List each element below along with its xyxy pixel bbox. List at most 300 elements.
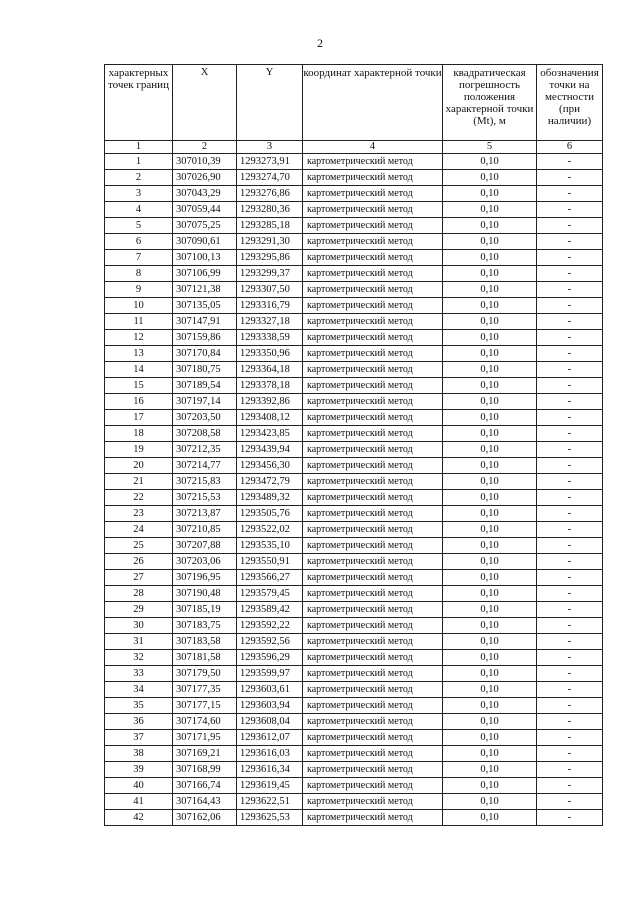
y-coordinate-cell: 1293589,42 bbox=[237, 602, 303, 618]
designation-cell: - bbox=[537, 250, 603, 266]
x-coordinate-cell: 307135,05 bbox=[173, 298, 237, 314]
x-coordinate-cell: 307166,74 bbox=[173, 778, 237, 794]
point-number-cell: 40 bbox=[105, 778, 173, 794]
point-number-cell: 39 bbox=[105, 762, 173, 778]
point-number-cell: 27 bbox=[105, 570, 173, 586]
accuracy-cell: 0,10 bbox=[443, 682, 537, 698]
column-number: 1 bbox=[105, 141, 173, 154]
designation-cell: - bbox=[537, 330, 603, 346]
method-cell: картометрический метод bbox=[303, 202, 443, 218]
x-coordinate-cell: 307164,43 bbox=[173, 794, 237, 810]
accuracy-cell: 0,10 bbox=[443, 234, 537, 250]
y-coordinate-cell: 1293350,96 bbox=[237, 346, 303, 362]
y-coordinate-cell: 1293295,86 bbox=[237, 250, 303, 266]
table-row bbox=[105, 298, 603, 314]
x-coordinate-cell: 307190,48 bbox=[173, 586, 237, 602]
table-row bbox=[105, 442, 603, 458]
y-coordinate-cell: 1293596,29 bbox=[237, 650, 303, 666]
header-x: X bbox=[173, 65, 237, 141]
designation-cell: - bbox=[537, 506, 603, 522]
table-row bbox=[105, 202, 603, 218]
x-coordinate-cell: 307170,84 bbox=[173, 346, 237, 362]
designation-cell: - bbox=[537, 426, 603, 442]
designation-cell: - bbox=[537, 634, 603, 650]
column-number: 3 bbox=[237, 141, 303, 154]
x-coordinate-cell: 307197,14 bbox=[173, 394, 237, 410]
designation-cell: - bbox=[537, 602, 603, 618]
method-cell: картометрический метод bbox=[303, 794, 443, 810]
method-cell: картометрический метод bbox=[303, 522, 443, 538]
x-coordinate-cell: 307106,99 bbox=[173, 266, 237, 282]
table-row bbox=[105, 378, 603, 394]
x-coordinate-cell: 307208,58 bbox=[173, 426, 237, 442]
accuracy-cell: 0,10 bbox=[443, 650, 537, 666]
method-cell: картометрический метод bbox=[303, 314, 443, 330]
point-number-cell: 19 bbox=[105, 442, 173, 458]
accuracy-cell: 0,10 bbox=[443, 282, 537, 298]
x-coordinate-cell: 307215,83 bbox=[173, 474, 237, 490]
method-cell: картометрический метод bbox=[303, 490, 443, 506]
designation-cell: - bbox=[537, 346, 603, 362]
y-coordinate-cell: 1293378,18 bbox=[237, 378, 303, 394]
y-coordinate-cell: 1293291,30 bbox=[237, 234, 303, 250]
y-coordinate-cell: 1293392,86 bbox=[237, 394, 303, 410]
x-coordinate-cell: 307214,77 bbox=[173, 458, 237, 474]
y-coordinate-cell: 1293592,22 bbox=[237, 618, 303, 634]
accuracy-cell: 0,10 bbox=[443, 746, 537, 762]
column-number: 2 bbox=[173, 141, 237, 154]
designation-cell: - bbox=[537, 778, 603, 794]
y-coordinate-cell: 1293276,86 bbox=[237, 186, 303, 202]
designation-cell: - bbox=[537, 586, 603, 602]
y-coordinate-cell: 1293273,91 bbox=[237, 154, 303, 170]
x-coordinate-cell: 307189,54 bbox=[173, 378, 237, 394]
designation-cell: - bbox=[537, 794, 603, 810]
point-number-cell: 23 bbox=[105, 506, 173, 522]
x-coordinate-cell: 307100,13 bbox=[173, 250, 237, 266]
x-coordinate-cell: 307177,35 bbox=[173, 682, 237, 698]
x-coordinate-cell: 307059,44 bbox=[173, 202, 237, 218]
table-row bbox=[105, 698, 603, 714]
designation-cell: - bbox=[537, 442, 603, 458]
point-number-cell: 12 bbox=[105, 330, 173, 346]
accuracy-cell: 0,10 bbox=[443, 202, 537, 218]
table-row bbox=[105, 794, 603, 810]
y-coordinate-cell: 1293299,37 bbox=[237, 266, 303, 282]
table-row bbox=[105, 538, 603, 554]
point-number-cell: 6 bbox=[105, 234, 173, 250]
y-coordinate-cell: 1293489,32 bbox=[237, 490, 303, 506]
table-row bbox=[105, 810, 603, 826]
point-number-cell: 20 bbox=[105, 458, 173, 474]
header-point-number: характерных точек границ bbox=[105, 65, 173, 141]
header-accuracy: квадратическая погрешность положения характерной точки (Mt), м bbox=[443, 65, 537, 141]
table-row bbox=[105, 410, 603, 426]
method-cell: картометрический метод bbox=[303, 698, 443, 714]
table-row bbox=[105, 778, 603, 794]
accuracy-cell: 0,10 bbox=[443, 410, 537, 426]
accuracy-cell: 0,10 bbox=[443, 794, 537, 810]
accuracy-cell: 0,10 bbox=[443, 394, 537, 410]
method-cell: картометрический метод bbox=[303, 154, 443, 170]
method-cell: картометрический метод bbox=[303, 714, 443, 730]
accuracy-cell: 0,10 bbox=[443, 458, 537, 474]
y-coordinate-cell: 1293472,79 bbox=[237, 474, 303, 490]
accuracy-cell: 0,10 bbox=[443, 778, 537, 794]
designation-cell: - bbox=[537, 378, 603, 394]
method-cell: картометрический метод bbox=[303, 282, 443, 298]
designation-cell: - bbox=[537, 202, 603, 218]
method-cell: картометрический метод bbox=[303, 442, 443, 458]
accuracy-cell: 0,10 bbox=[443, 170, 537, 186]
table-header-row bbox=[105, 65, 603, 141]
method-cell: картометрический метод bbox=[303, 570, 443, 586]
y-coordinate-cell: 1293274,70 bbox=[237, 170, 303, 186]
designation-cell: - bbox=[537, 298, 603, 314]
accuracy-cell: 0,10 bbox=[443, 522, 537, 538]
y-coordinate-cell: 1293622,51 bbox=[237, 794, 303, 810]
point-number-cell: 41 bbox=[105, 794, 173, 810]
point-number-cell: 36 bbox=[105, 714, 173, 730]
designation-cell: - bbox=[537, 650, 603, 666]
designation-cell: - bbox=[537, 474, 603, 490]
accuracy-cell: 0,10 bbox=[443, 730, 537, 746]
x-coordinate-cell: 307147,91 bbox=[173, 314, 237, 330]
x-coordinate-cell: 307185,19 bbox=[173, 602, 237, 618]
accuracy-cell: 0,10 bbox=[443, 666, 537, 682]
x-coordinate-cell: 307121,38 bbox=[173, 282, 237, 298]
point-number-cell: 33 bbox=[105, 666, 173, 682]
method-cell: картометрический метод bbox=[303, 602, 443, 618]
method-cell: картометрический метод bbox=[303, 634, 443, 650]
y-coordinate-cell: 1293280,36 bbox=[237, 202, 303, 218]
x-coordinate-cell: 307207,88 bbox=[173, 538, 237, 554]
accuracy-cell: 0,10 bbox=[443, 442, 537, 458]
designation-cell: - bbox=[537, 730, 603, 746]
designation-cell: - bbox=[537, 218, 603, 234]
point-number-cell: 38 bbox=[105, 746, 173, 762]
designation-cell: - bbox=[537, 394, 603, 410]
table-row bbox=[105, 474, 603, 490]
table-row bbox=[105, 554, 603, 570]
table-row bbox=[105, 362, 603, 378]
accuracy-cell: 0,10 bbox=[443, 186, 537, 202]
point-number-cell: 25 bbox=[105, 538, 173, 554]
table-row bbox=[105, 714, 603, 730]
y-coordinate-cell: 1293592,56 bbox=[237, 634, 303, 650]
point-number-cell: 22 bbox=[105, 490, 173, 506]
method-cell: картометрический метод bbox=[303, 426, 443, 442]
method-cell: картометрический метод bbox=[303, 666, 443, 682]
method-cell: картометрический метод bbox=[303, 410, 443, 426]
table-row bbox=[105, 586, 603, 602]
accuracy-cell: 0,10 bbox=[443, 570, 537, 586]
method-cell: картометрический метод bbox=[303, 170, 443, 186]
point-number-cell: 29 bbox=[105, 602, 173, 618]
method-cell: картометрический метод bbox=[303, 346, 443, 362]
table-row bbox=[105, 394, 603, 410]
method-cell: картометрический метод bbox=[303, 586, 443, 602]
column-number: 4 bbox=[303, 141, 443, 154]
designation-cell: - bbox=[537, 362, 603, 378]
table-row bbox=[105, 250, 603, 266]
page-number: 2 bbox=[317, 36, 323, 50]
point-number-cell: 32 bbox=[105, 650, 173, 666]
y-coordinate-cell: 1293423,85 bbox=[237, 426, 303, 442]
point-number-cell: 13 bbox=[105, 346, 173, 362]
method-cell: картометрический метод bbox=[303, 778, 443, 794]
table-row bbox=[105, 458, 603, 474]
x-coordinate-cell: 307203,06 bbox=[173, 554, 237, 570]
method-cell: картометрический метод bbox=[303, 682, 443, 698]
point-number-cell: 35 bbox=[105, 698, 173, 714]
designation-cell: - bbox=[537, 682, 603, 698]
method-cell: картометрический метод bbox=[303, 458, 443, 474]
point-number-cell: 34 bbox=[105, 682, 173, 698]
method-cell: картометрический метод bbox=[303, 298, 443, 314]
designation-cell: - bbox=[537, 410, 603, 426]
accuracy-cell: 0,10 bbox=[443, 618, 537, 634]
table-row bbox=[105, 506, 603, 522]
x-coordinate-cell: 307171,95 bbox=[173, 730, 237, 746]
accuracy-cell: 0,10 bbox=[443, 634, 537, 650]
y-coordinate-cell: 1293608,04 bbox=[237, 714, 303, 730]
accuracy-cell: 0,10 bbox=[443, 762, 537, 778]
x-coordinate-cell: 307090,61 bbox=[173, 234, 237, 250]
table-row bbox=[105, 730, 603, 746]
method-cell: картометрический метод bbox=[303, 186, 443, 202]
accuracy-cell: 0,10 bbox=[443, 538, 537, 554]
x-coordinate-cell: 307212,35 bbox=[173, 442, 237, 458]
point-number-cell: 10 bbox=[105, 298, 173, 314]
accuracy-cell: 0,10 bbox=[443, 314, 537, 330]
designation-cell: - bbox=[537, 186, 603, 202]
table-row bbox=[105, 634, 603, 650]
header-y: Y bbox=[237, 65, 303, 141]
point-number-cell: 42 bbox=[105, 810, 173, 826]
accuracy-cell: 0,10 bbox=[443, 602, 537, 618]
y-coordinate-cell: 1293338,59 bbox=[237, 330, 303, 346]
accuracy-cell: 0,10 bbox=[443, 154, 537, 170]
designation-cell: - bbox=[537, 762, 603, 778]
coordinates-table-body bbox=[105, 65, 603, 826]
table-row bbox=[105, 314, 603, 330]
designation-cell: - bbox=[537, 538, 603, 554]
point-number-cell: 8 bbox=[105, 266, 173, 282]
designation-cell: - bbox=[537, 666, 603, 682]
x-coordinate-cell: 307179,50 bbox=[173, 666, 237, 682]
table-row bbox=[105, 154, 603, 170]
method-cell: картометрический метод bbox=[303, 618, 443, 634]
header-method: координат характерной точки bbox=[303, 65, 443, 141]
point-number-cell: 37 bbox=[105, 730, 173, 746]
table-row bbox=[105, 330, 603, 346]
accuracy-cell: 0,10 bbox=[443, 506, 537, 522]
accuracy-cell: 0,10 bbox=[443, 346, 537, 362]
y-coordinate-cell: 1293316,79 bbox=[237, 298, 303, 314]
x-coordinate-cell: 307183,58 bbox=[173, 634, 237, 650]
point-number-cell: 9 bbox=[105, 282, 173, 298]
accuracy-cell: 0,10 bbox=[443, 250, 537, 266]
y-coordinate-cell: 1293579,45 bbox=[237, 586, 303, 602]
designation-cell: - bbox=[537, 810, 603, 826]
method-cell: картометрический метод bbox=[303, 746, 443, 762]
table-row bbox=[105, 282, 603, 298]
table-row bbox=[105, 618, 603, 634]
x-coordinate-cell: 307210,85 bbox=[173, 522, 237, 538]
method-cell: картометрический метод bbox=[303, 394, 443, 410]
y-coordinate-cell: 1293408,12 bbox=[237, 410, 303, 426]
y-coordinate-cell: 1293550,91 bbox=[237, 554, 303, 570]
x-coordinate-cell: 307181,58 bbox=[173, 650, 237, 666]
x-coordinate-cell: 307215,53 bbox=[173, 490, 237, 506]
method-cell: картометрический метод bbox=[303, 250, 443, 266]
method-cell: картометрический метод bbox=[303, 474, 443, 490]
y-coordinate-cell: 1293327,18 bbox=[237, 314, 303, 330]
method-cell: картометрический метод bbox=[303, 762, 443, 778]
y-coordinate-cell: 1293616,03 bbox=[237, 746, 303, 762]
point-number-cell: 18 bbox=[105, 426, 173, 442]
y-coordinate-cell: 1293599,97 bbox=[237, 666, 303, 682]
point-number-cell: 17 bbox=[105, 410, 173, 426]
table-row bbox=[105, 522, 603, 538]
header-designation: обозначения точки на местности (при наличии) bbox=[537, 65, 603, 141]
method-cell: картометрический метод bbox=[303, 362, 443, 378]
x-coordinate-cell: 307174,60 bbox=[173, 714, 237, 730]
designation-cell: - bbox=[537, 170, 603, 186]
point-number-cell: 14 bbox=[105, 362, 173, 378]
point-number-cell: 4 bbox=[105, 202, 173, 218]
point-number-cell: 1 bbox=[105, 154, 173, 170]
table-row bbox=[105, 570, 603, 586]
method-cell: картометрический метод bbox=[303, 506, 443, 522]
y-coordinate-cell: 1293625,53 bbox=[237, 810, 303, 826]
point-number-cell: 24 bbox=[105, 522, 173, 538]
method-cell: картометрический метод bbox=[303, 730, 443, 746]
table-row bbox=[105, 490, 603, 506]
x-coordinate-cell: 307169,21 bbox=[173, 746, 237, 762]
column-number-row bbox=[105, 141, 603, 154]
table-row bbox=[105, 186, 603, 202]
y-coordinate-cell: 1293505,76 bbox=[237, 506, 303, 522]
point-number-cell: 5 bbox=[105, 218, 173, 234]
table-row bbox=[105, 682, 603, 698]
x-coordinate-cell: 307026,90 bbox=[173, 170, 237, 186]
designation-cell: - bbox=[537, 522, 603, 538]
method-cell: картометрический метод bbox=[303, 266, 443, 282]
table-row bbox=[105, 746, 603, 762]
table-row bbox=[105, 266, 603, 282]
method-cell: картометрический метод bbox=[303, 554, 443, 570]
designation-cell: - bbox=[537, 618, 603, 634]
column-number: 5 bbox=[443, 141, 537, 154]
accuracy-cell: 0,10 bbox=[443, 714, 537, 730]
point-number-cell: 21 bbox=[105, 474, 173, 490]
designation-cell: - bbox=[537, 282, 603, 298]
y-coordinate-cell: 1293522,02 bbox=[237, 522, 303, 538]
y-coordinate-cell: 1293456,30 bbox=[237, 458, 303, 474]
x-coordinate-cell: 307075,25 bbox=[173, 218, 237, 234]
designation-cell: - bbox=[537, 490, 603, 506]
accuracy-cell: 0,10 bbox=[443, 218, 537, 234]
x-coordinate-cell: 307196,95 bbox=[173, 570, 237, 586]
accuracy-cell: 0,10 bbox=[443, 554, 537, 570]
table-row bbox=[105, 762, 603, 778]
point-number-cell: 30 bbox=[105, 618, 173, 634]
method-cell: картометрический метод bbox=[303, 218, 443, 234]
y-coordinate-cell: 1293616,34 bbox=[237, 762, 303, 778]
x-coordinate-cell: 307183,75 bbox=[173, 618, 237, 634]
accuracy-cell: 0,10 bbox=[443, 378, 537, 394]
x-coordinate-cell: 307043,29 bbox=[173, 186, 237, 202]
designation-cell: - bbox=[537, 154, 603, 170]
x-coordinate-cell: 307203,50 bbox=[173, 410, 237, 426]
accuracy-cell: 0,10 bbox=[443, 586, 537, 602]
accuracy-cell: 0,10 bbox=[443, 474, 537, 490]
y-coordinate-cell: 1293566,27 bbox=[237, 570, 303, 586]
y-coordinate-cell: 1293285,18 bbox=[237, 218, 303, 234]
method-cell: картометрический метод bbox=[303, 330, 443, 346]
coordinates-table bbox=[104, 64, 603, 826]
table-row bbox=[105, 650, 603, 666]
y-coordinate-cell: 1293603,94 bbox=[237, 698, 303, 714]
table-row bbox=[105, 426, 603, 442]
accuracy-cell: 0,10 bbox=[443, 810, 537, 826]
accuracy-cell: 0,10 bbox=[443, 426, 537, 442]
designation-cell: - bbox=[537, 234, 603, 250]
designation-cell: - bbox=[537, 554, 603, 570]
column-number: 6 bbox=[537, 141, 603, 154]
point-number-cell: 15 bbox=[105, 378, 173, 394]
x-coordinate-cell: 307159,86 bbox=[173, 330, 237, 346]
accuracy-cell: 0,10 bbox=[443, 362, 537, 378]
accuracy-cell: 0,10 bbox=[443, 298, 537, 314]
point-number-cell: 16 bbox=[105, 394, 173, 410]
table-row bbox=[105, 234, 603, 250]
x-coordinate-cell: 307168,99 bbox=[173, 762, 237, 778]
point-number-cell: 7 bbox=[105, 250, 173, 266]
x-coordinate-cell: 307162,06 bbox=[173, 810, 237, 826]
designation-cell: - bbox=[537, 698, 603, 714]
y-coordinate-cell: 1293603,61 bbox=[237, 682, 303, 698]
y-coordinate-cell: 1293619,45 bbox=[237, 778, 303, 794]
y-coordinate-cell: 1293439,94 bbox=[237, 442, 303, 458]
method-cell: картометрический метод bbox=[303, 538, 443, 554]
designation-cell: - bbox=[537, 714, 603, 730]
table-row bbox=[105, 170, 603, 186]
table-row bbox=[105, 346, 603, 362]
designation-cell: - bbox=[537, 314, 603, 330]
table-row bbox=[105, 218, 603, 234]
point-number-cell: 31 bbox=[105, 634, 173, 650]
point-number-cell: 2 bbox=[105, 170, 173, 186]
table-row bbox=[105, 666, 603, 682]
point-number-cell: 26 bbox=[105, 554, 173, 570]
accuracy-cell: 0,10 bbox=[443, 490, 537, 506]
accuracy-cell: 0,10 bbox=[443, 698, 537, 714]
accuracy-cell: 0,10 bbox=[443, 330, 537, 346]
table-row bbox=[105, 602, 603, 618]
accuracy-cell: 0,10 bbox=[443, 266, 537, 282]
x-coordinate-cell: 307177,15 bbox=[173, 698, 237, 714]
method-cell: картометрический метод bbox=[303, 810, 443, 826]
method-cell: картометрический метод bbox=[303, 378, 443, 394]
method-cell: картометрический метод bbox=[303, 650, 443, 666]
x-coordinate-cell: 307213,87 bbox=[173, 506, 237, 522]
designation-cell: - bbox=[537, 570, 603, 586]
y-coordinate-cell: 1293535,10 bbox=[237, 538, 303, 554]
point-number-cell: 28 bbox=[105, 586, 173, 602]
